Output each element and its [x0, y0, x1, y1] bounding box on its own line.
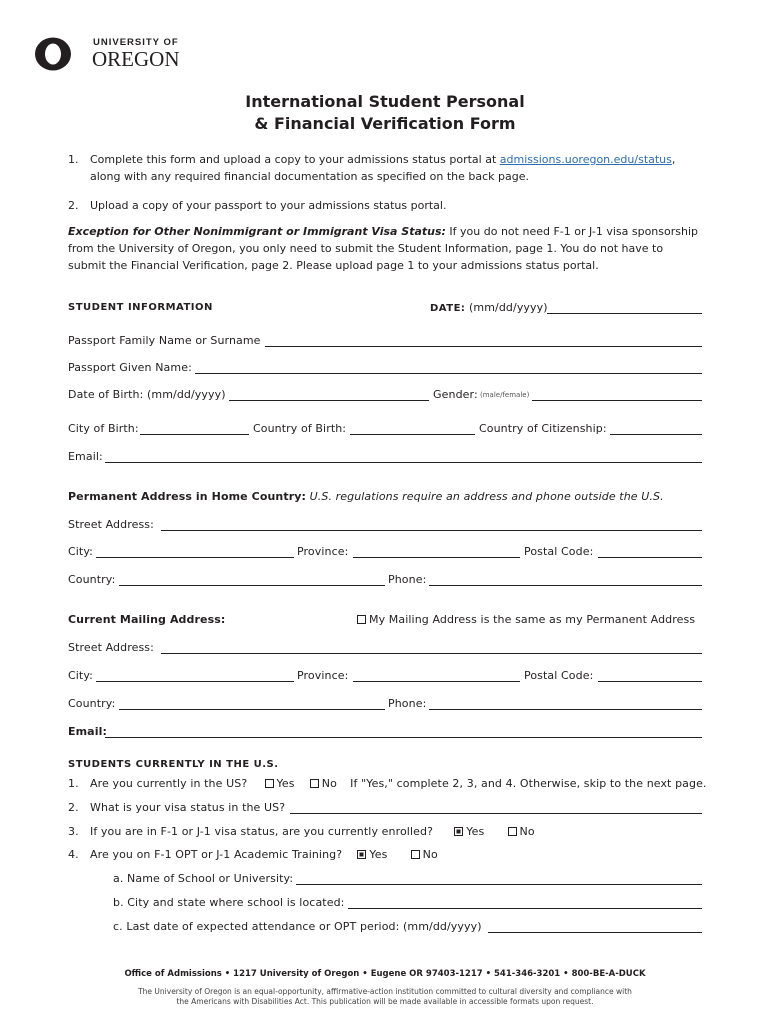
q4-text: Are you on F-1 OPT or J-1 Academic Training?	[90, 848, 343, 861]
form-title-line2: & Financial Verification Form	[254, 114, 516, 133]
date-format-hint: (mm/dd/yyyy)	[465, 301, 548, 314]
mail-street-field[interactable]	[161, 653, 702, 654]
university-logo	[33, 34, 193, 74]
given-name-label: Passport Given Name:	[68, 361, 192, 374]
logo-university-of: UNIVERSITY OF	[93, 37, 179, 48]
email-label: Email:	[68, 450, 103, 463]
equal-opportunity-line1: The University of Oregon is an equal-opportunity, affirmative-action institution committed to cultural diversity and compliance with	[138, 987, 632, 996]
mail-city-field[interactable]	[96, 681, 294, 682]
exception-paragraph	[68, 223, 698, 240]
q4-yes-checkbox[interactable]	[357, 850, 366, 859]
q3-no-label: No	[519, 825, 535, 838]
same-address-checkbox[interactable]	[357, 613, 695, 626]
q3-yes-label: Yes	[466, 825, 485, 838]
q4-yes-label: Yes	[369, 848, 388, 861]
q1-number: 1.	[68, 777, 79, 790]
perm-street-label: Street Address:	[68, 518, 154, 531]
o-logo-icon	[33, 36, 73, 72]
intro-item-1-comma: ,	[671, 153, 676, 166]
city-of-birth-label: City of Birth:	[68, 422, 139, 435]
q1-row	[90, 777, 707, 790]
same-address-checkbox-label: My Mailing Address is the same as my Permanent Address	[369, 613, 696, 626]
mail-street-label: Street Address:	[68, 641, 154, 654]
intro-item-1-number: 1.	[68, 153, 79, 166]
intro-item-2: Upload a copy of your passport to your admissions status portal.	[90, 199, 447, 212]
perm-city-field[interactable]	[96, 557, 294, 558]
q4-number: 4.	[68, 848, 79, 861]
us-students-heading: STUDENTS CURRENTLY IN THE U.S.	[68, 759, 279, 770]
perm-province-label: Province:	[297, 545, 349, 558]
perm-postal-label: Postal Code:	[524, 545, 594, 558]
mail-postal-label: Postal Code:	[524, 669, 594, 682]
country-of-citizenship-field[interactable]	[610, 434, 702, 435]
dob-field[interactable]	[229, 400, 429, 401]
q2-field[interactable]	[290, 813, 702, 814]
permanent-address-note: U.S. regulations require an address and phone outside the U.S.	[306, 490, 664, 503]
q2-number: 2.	[68, 801, 79, 814]
gender-field[interactable]	[532, 400, 702, 401]
email-field[interactable]	[105, 462, 702, 463]
q4-no-label: No	[422, 848, 438, 861]
perm-country-field[interactable]	[119, 585, 385, 586]
q3-text: If you are in F-1 or J-1 visa status, are you currently enrolled?	[90, 825, 434, 838]
permanent-address-heading	[68, 490, 664, 503]
date-label-text: DATE:	[430, 303, 466, 314]
mail-province-field[interactable]	[353, 681, 520, 682]
q3-row	[90, 825, 535, 838]
mail-city-label: City:	[68, 669, 93, 682]
country-of-birth-label: Country of Birth:	[253, 422, 347, 435]
mail-province-label: Province:	[297, 669, 349, 682]
mail-phone-label: Phone:	[388, 697, 427, 710]
dob-label: Date of Birth: (mm/dd/yyyy)	[68, 388, 226, 401]
family-name-field[interactable]	[265, 346, 702, 347]
equal-opportunity-line2: the Americans with Disabilities Act. This publication will be made available in accessible formats upon request.	[176, 997, 594, 1006]
q4b-field[interactable]	[348, 908, 702, 909]
q2-text: What is your visa status in the US?	[90, 801, 286, 814]
intro-item-1	[90, 151, 675, 168]
perm-phone-label: Phone:	[388, 573, 427, 586]
q4c-field[interactable]	[488, 932, 702, 933]
perm-phone-field[interactable]	[429, 585, 702, 586]
q4b-label: b. City and state where school is located:	[113, 896, 345, 909]
q4-no-checkbox[interactable]	[411, 850, 420, 859]
mailing-address-heading: Current Mailing Address:	[68, 613, 226, 626]
perm-street-field[interactable]	[161, 530, 702, 531]
perm-city-label: City:	[68, 545, 93, 558]
q3-number: 3.	[68, 825, 79, 838]
q4-row	[90, 848, 438, 861]
perm-postal-field[interactable]	[598, 557, 702, 558]
country-of-birth-field[interactable]	[350, 434, 475, 435]
same-address-checkbox-box[interactable]	[357, 615, 366, 624]
gender-label: Gender:	[433, 388, 478, 401]
admissions-status-link[interactable]: admissions.uoregon.edu/status	[499, 153, 672, 166]
q1-note: If "Yes," complete 2, 3, and 4. Otherwise, skip to the next page.	[350, 777, 707, 790]
perm-province-field[interactable]	[353, 557, 520, 558]
date-field[interactable]	[547, 313, 702, 314]
mail-country-field[interactable]	[119, 709, 385, 710]
q1-text: Are you currently in the US?	[90, 777, 248, 790]
logo-oregon: OREGON	[92, 47, 180, 71]
exception-line2: from the University of Oregon, you only need to submit the Student Information, page 1. You do not have to	[68, 242, 664, 255]
q3-yes-checkbox[interactable]	[454, 827, 463, 836]
q1-yes-label: Yes	[276, 777, 295, 790]
gender-hint: (male/female)	[480, 391, 530, 399]
perm-country-label: Country:	[68, 573, 116, 586]
mail-country-label: Country:	[68, 697, 116, 710]
q4a-field[interactable]	[296, 884, 702, 885]
q3-no-checkbox[interactable]	[508, 827, 517, 836]
given-name-field[interactable]	[195, 373, 702, 374]
mail-phone-field[interactable]	[429, 709, 702, 710]
q4a-label: a. Name of School or University:	[113, 872, 294, 885]
mail-postal-field[interactable]	[598, 681, 702, 682]
intro-item-2-number: 2.	[68, 199, 79, 212]
intro-item-1-text: Complete this form and upload a copy to your admissions status portal at	[90, 153, 500, 166]
mail-email-field[interactable]	[105, 737, 702, 738]
form-title-line1: International Student Personal	[245, 92, 525, 111]
exception-text: If you do not need F-1 or J-1 visa sponsorship	[445, 225, 698, 238]
office-address: Office of Admissions • 1217 University of Oregon • Eugene OR 97403-1217 • 541-346-3201 • 800-BE-A-DUCK	[124, 969, 646, 979]
exception-line3: submit the Financial Verification, page 2. Please upload page 1 to your admissions status portal.	[68, 259, 599, 272]
student-info-heading: STUDENT INFORMATION	[68, 302, 213, 313]
date-label	[430, 301, 548, 314]
q1-no-checkbox[interactable]	[310, 779, 319, 788]
permanent-address-title: Permanent Address in Home Country:	[68, 490, 307, 503]
city-of-birth-field[interactable]	[140, 434, 249, 435]
q4c-label: c. Last date of expected attendance or OPT period: (mm/dd/yyyy)	[113, 920, 482, 933]
country-of-citizenship-label: Country of Citizenship:	[479, 422, 607, 435]
exception-label: Exception for Other Nonimmigrant or Immigrant Visa Status:	[68, 225, 446, 238]
q1-yes-checkbox[interactable]	[265, 779, 274, 788]
mail-email-label: Email:	[68, 725, 107, 738]
intro-item-1-line2: along with any required financial documentation as specified on the back page.	[90, 170, 530, 183]
family-name-label: Passport Family Name or Surname	[68, 334, 261, 347]
q1-no-label: No	[321, 777, 337, 790]
